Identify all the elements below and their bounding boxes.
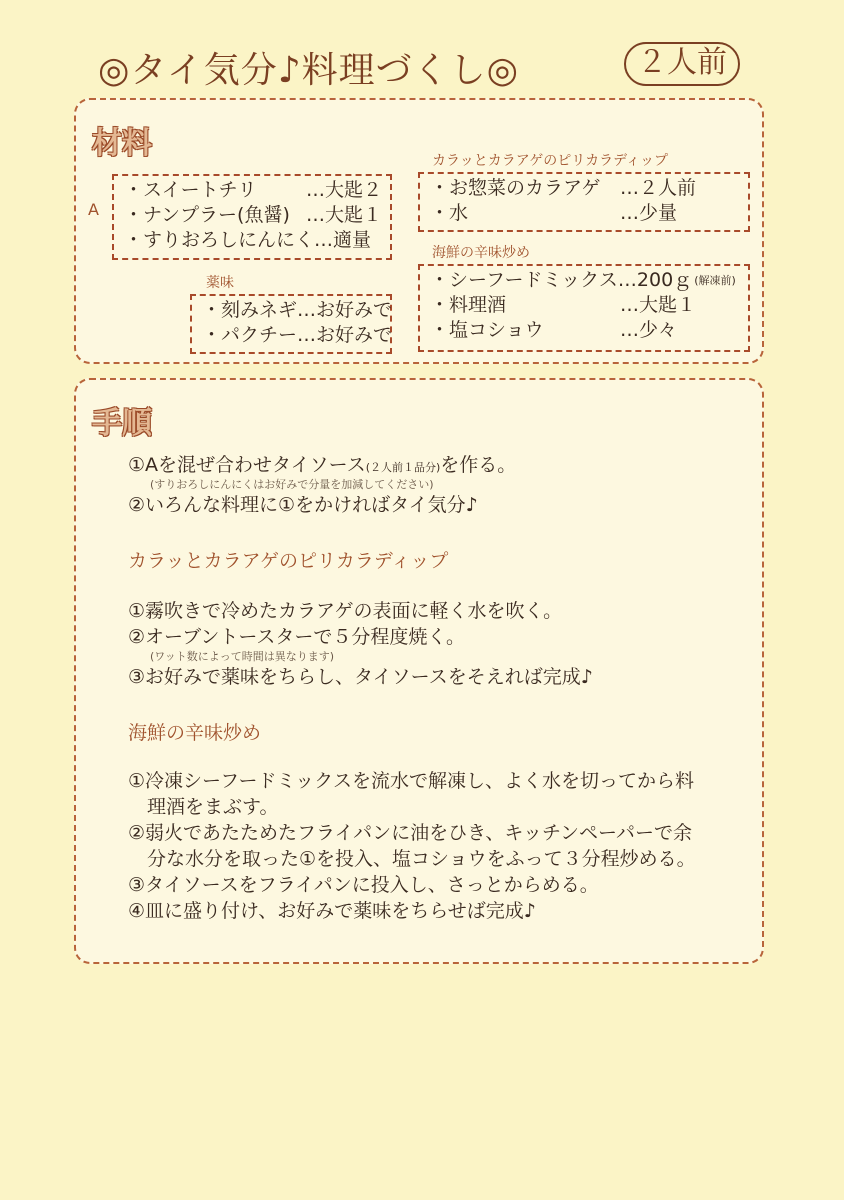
servings-badge: ２人前 xyxy=(624,42,740,86)
ingredient-amount: …少量 xyxy=(620,202,678,224)
ingredient-note: (解凍前) xyxy=(694,274,736,287)
ingredient-name: ・塩コショウ xyxy=(430,319,544,341)
step-note: (２人前１品分) xyxy=(365,461,441,474)
karaage-note: (ワット数によって時間は異なります) xyxy=(150,650,335,663)
step-text: を作る。 xyxy=(440,454,517,476)
seafood-box xyxy=(418,264,750,352)
seafood-step-line: ④皿に盛り付け、お好みで薬味をちらせば完成♪ xyxy=(128,900,536,922)
ingredient-amount: …少々 xyxy=(620,319,678,341)
ingredient-row xyxy=(124,203,383,228)
seafood-step-line: 分な水分を取った①を投入、塩コショウをふって３分程炒める。 xyxy=(128,848,696,870)
yakumi-title: 薬味 xyxy=(206,275,234,291)
ingredient-name: ・すりおろしにんにく xyxy=(124,229,315,251)
ingredient-amount: …２人前 xyxy=(620,177,697,199)
steps-heading: 手順 xyxy=(92,406,152,441)
ingredient-row xyxy=(124,228,380,253)
group-a-label: A xyxy=(88,200,99,219)
ingredient-row xyxy=(430,268,738,293)
karaage-step-2: ②オーブントースターで５分程度焼く。 xyxy=(128,626,465,648)
ingredient-amount: …大匙１ xyxy=(306,204,383,226)
seafood-steps-title: 海鮮の辛味炒め xyxy=(128,722,262,744)
karaage-box xyxy=(418,172,750,232)
ingredient-row xyxy=(430,201,738,226)
seafood-step-line: ①冷凍シーフードミックスを流水で解凍し、よく水を切ってから料 xyxy=(128,770,694,792)
karaage-step-1: ①霧吹きで冷めたカラアゲの表面に軽く水を吹く。 xyxy=(128,600,563,622)
karaage-step-3: ③お好みで薬味をちらし、タイソースをそえれば完成♪ xyxy=(128,666,593,688)
seafood-step-line: ②弱火であたためたフライパンに油をひき、キッチンペーパーで余 xyxy=(128,822,693,844)
ingredient-row xyxy=(430,318,738,343)
ingredient-row xyxy=(430,293,738,318)
ingredient-row xyxy=(202,323,393,348)
ingredient-amount: …お好みで xyxy=(297,299,393,321)
seafood-ingredients-title: 海鮮の辛味炒め xyxy=(432,245,530,261)
ingredient-name: ・スイートチリ xyxy=(124,179,257,201)
ingredient-amount: …大匙２ xyxy=(306,179,383,201)
karaage-ingredients-title: カラッとカラアゲのピリカラディップ xyxy=(432,153,669,169)
sauce-note: (すりおろしにんにくはお好みで分量を加減してください) xyxy=(150,478,434,491)
group-a-box xyxy=(112,174,392,260)
page-title: ◎タイ気分♪料理づくし◎ xyxy=(98,50,520,91)
ingredient-name: ・お惣菜のカラアゲ xyxy=(430,177,601,199)
ingredients-heading: 材料 xyxy=(92,126,152,161)
ingredient-name: ・ナンプラー(魚醤) xyxy=(124,204,290,226)
ingredient-amount: …適量 xyxy=(314,229,372,251)
ingredient-name: ・刻みネギ xyxy=(202,299,298,321)
ingredient-amount: …お好みで xyxy=(297,324,393,346)
ingredient-name: ・パクチー xyxy=(202,324,298,346)
seafood-step-line: 理酒をまぶす。 xyxy=(128,796,279,818)
ingredient-amount: …大匙１ xyxy=(620,294,697,316)
ingredient-name: ・シーフードミックス xyxy=(430,269,618,291)
yakumi-box xyxy=(190,294,392,354)
ingredient-row xyxy=(202,298,393,323)
ingredient-name: ・水 xyxy=(430,202,469,224)
sauce-step-2: ②いろんな料理に①をかければタイ気分♪ xyxy=(128,494,478,516)
ingredient-amount: …200ｇ xyxy=(617,269,693,291)
step-text: ①Aを混ぜ合わせタイソース xyxy=(128,454,366,476)
ingredient-row xyxy=(430,176,738,201)
ingredient-row xyxy=(124,178,383,203)
karaage-steps-title: カラッとカラアゲのピリカラディップ xyxy=(128,550,449,572)
ingredient-name: ・料理酒 xyxy=(430,294,507,316)
seafood-step-line: ③タイソースをフライパンに投入し、さっとからめる。 xyxy=(128,874,599,896)
